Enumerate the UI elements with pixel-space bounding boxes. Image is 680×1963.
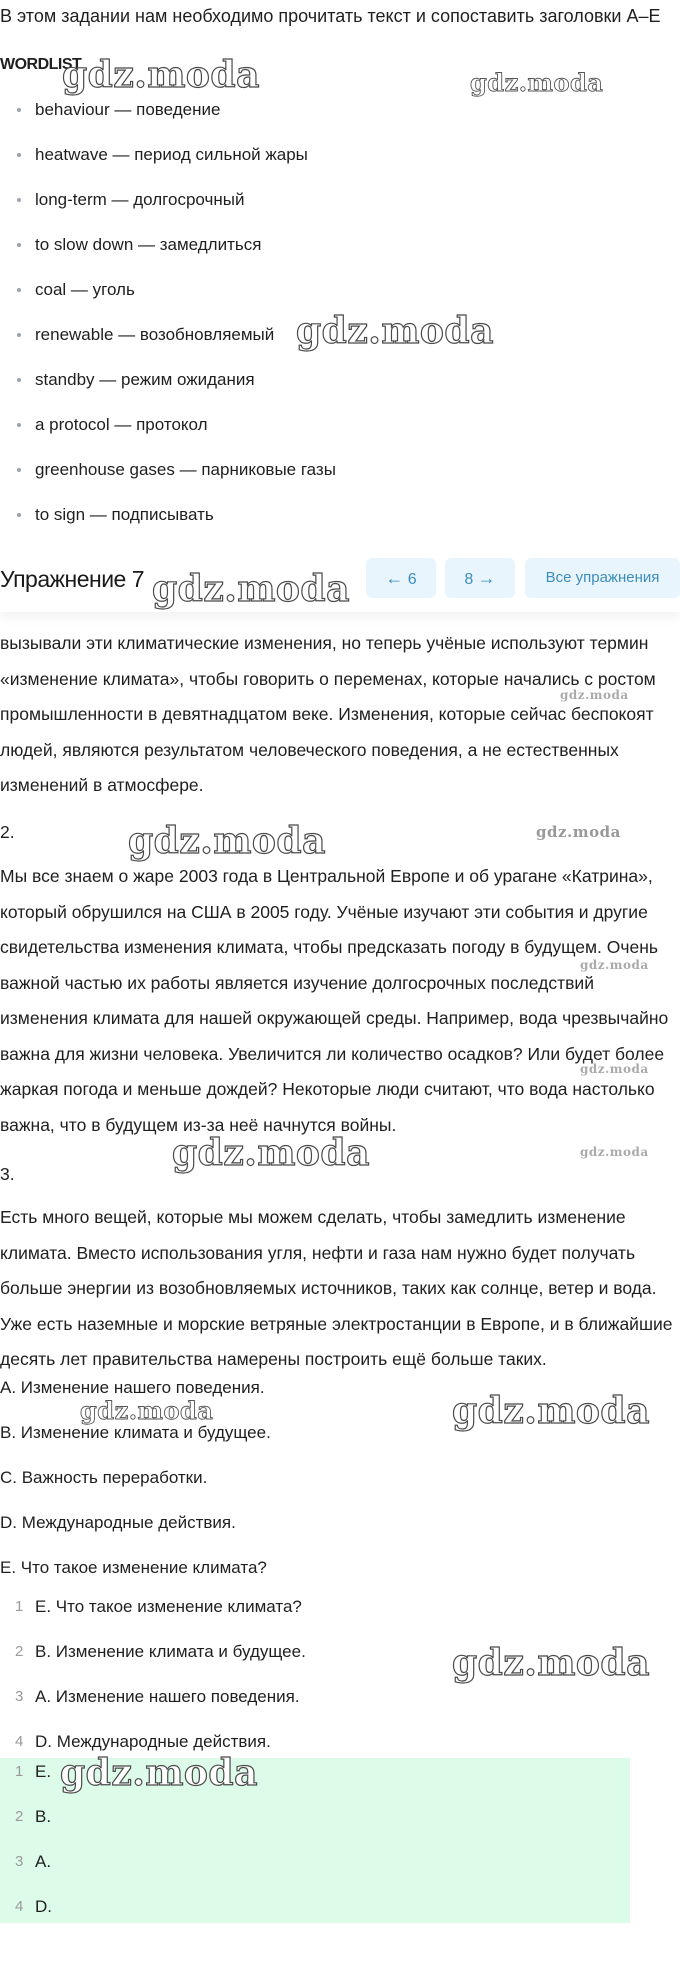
wordlist-item: greenhouse gases — парниковые газы	[0, 459, 336, 504]
answer-text: B.	[35, 1807, 52, 1826]
watermark: gdz.moda	[536, 823, 621, 841]
wordlist-item: coal — уголь	[0, 279, 336, 324]
heading-option: D. Международные действия.	[0, 1513, 236, 1532]
answer-number: 2	[15, 1808, 24, 1825]
answer-number: 4	[15, 1733, 24, 1750]
watermark: gdz.moda	[172, 1132, 370, 1174]
wordlist	[0, 99, 336, 549]
answer-number: 1	[15, 1598, 24, 1615]
text-paragraph-3: Есть много вещей, которые мы можем сделать, чтобы замедлить изменение климата. Вместо использования угля, нефти и газа нам нужно будет получать больше энергии из возобновляемых источников, таких как солнце, ветер и вода. Уже есть наземные и морские ветряные электростанции в Европе, и в ближайшие десять лет правительства намерены построить ещё больше таких.	[0, 1207, 673, 1369]
answer-item	[0, 1896, 630, 1941]
watermark: gdz.moda	[152, 568, 350, 610]
wordlist-item: to slow down — замедлиться	[0, 234, 336, 279]
answer-text: A. Изменение нашего поведения.	[35, 1687, 300, 1706]
prev-exercise-label: 6	[407, 571, 417, 588]
heading-option: E. Что такое изменение климата?	[0, 1558, 267, 1577]
answer-text: D. Международные действия.	[35, 1732, 271, 1751]
all-exercises-button[interactable]: Все упражнения	[525, 558, 680, 598]
watermark: gdz.moda	[60, 1752, 258, 1794]
exercise-title: Упражнение 7	[0, 566, 145, 592]
wordlist-item: long-term — долгосрочный	[0, 189, 336, 234]
answer-number: 1	[15, 1763, 24, 1780]
wordlist-item: behaviour — поведение	[0, 99, 336, 144]
wordlist-item: standby — режим ожидания	[0, 369, 336, 414]
heading-option: A. Изменение нашего поведения.	[0, 1378, 265, 1397]
answer-number: 3	[15, 1853, 24, 1870]
wordlist-item: heatwave — период сильной жары	[0, 144, 336, 189]
heading-option: B. Изменение климата и будущее.	[0, 1423, 271, 1442]
wordlist-title: WORDLIST	[0, 56, 87, 74]
intro-text: В этом задании нам необходимо прочитать текст и сопоставить заголовки A–E	[0, 6, 661, 26]
answer-list-full	[0, 1596, 630, 1776]
answer-item	[0, 1851, 630, 1896]
text-paragraph-1: вызывали эти климатические изменения, но теперь учёные используют термин «изменение климата», чтобы говорить о переменах, которые начались с ростом промышленности в девятнадцатом веке. Изменения, которые сейчас беспокоят людей, являются результатом человеческого поведения, а не естественных изменений в атмосфере.	[0, 633, 656, 795]
paragraph-number-2: 2.	[0, 822, 15, 842]
answer-number: 4	[15, 1898, 24, 1915]
watermark: gdz.moda	[62, 54, 260, 96]
wordlist-item: renewable — возобновляемый	[0, 324, 336, 369]
watermark: gdz.moda	[470, 68, 604, 97]
answer-text: A.	[35, 1852, 52, 1871]
next-exercise-label: 8	[464, 571, 474, 588]
answer-text: B. Изменение климата и будущее.	[35, 1642, 306, 1661]
watermark: gdz.moda	[128, 820, 326, 862]
answer-number: 2	[15, 1643, 24, 1660]
wordlist-item: to sign — подписывать	[0, 504, 336, 549]
answer-item	[0, 1806, 630, 1851]
watermark: gdz.moda	[580, 958, 649, 972]
heading-option: C. Важность переработки.	[0, 1468, 208, 1487]
next-exercise-button[interactable]	[445, 558, 515, 598]
answer-text: E. Что такое изменение климата?	[35, 1597, 302, 1616]
answer-text: E.	[35, 1762, 52, 1781]
answer-item	[0, 1596, 630, 1641]
text-paragraph-2: Мы все знаем о жаре 2003 года в Центральной Европе и об урагане «Катрина», который обрушился на США в 2005 году. Учёные изучают эти события и другие свидетельства изменения климата, чтобы предсказать погоду в будущем. Очень важной частью их работы является изучение долгосрочных последствий изменения климата для нашей окружающей среды. Например, вода чрезвычайно важна для жизни человека. Увеличится ли количество осадков? Или будет более жаркая погода и меньше дождей? Некоторые люди считают, что вода настолько важна, что в будущем из-за неё начнутся войны.	[0, 866, 669, 1135]
wordlist-item: a protocol — протокол	[0, 414, 336, 459]
watermark: gdz.moda	[452, 1390, 650, 1432]
arrow-left-icon: ←	[385, 568, 404, 588]
answer-text: D.	[35, 1897, 52, 1916]
watermark: gdz.moda	[580, 1062, 649, 1076]
answer-item	[0, 1686, 630, 1731]
paragraph-number-3: 3.	[0, 1164, 15, 1184]
prev-exercise-button[interactable]	[366, 558, 436, 598]
arrow-right-icon: →	[477, 568, 496, 588]
watermark: gdz.moda	[80, 1396, 214, 1425]
watermark: gdz.moda	[560, 688, 629, 702]
answer-number: 3	[15, 1688, 24, 1705]
watermark: gdz.moda	[452, 1642, 650, 1684]
watermark: gdz.moda	[580, 1145, 649, 1159]
watermark: gdz.moda	[296, 310, 494, 352]
